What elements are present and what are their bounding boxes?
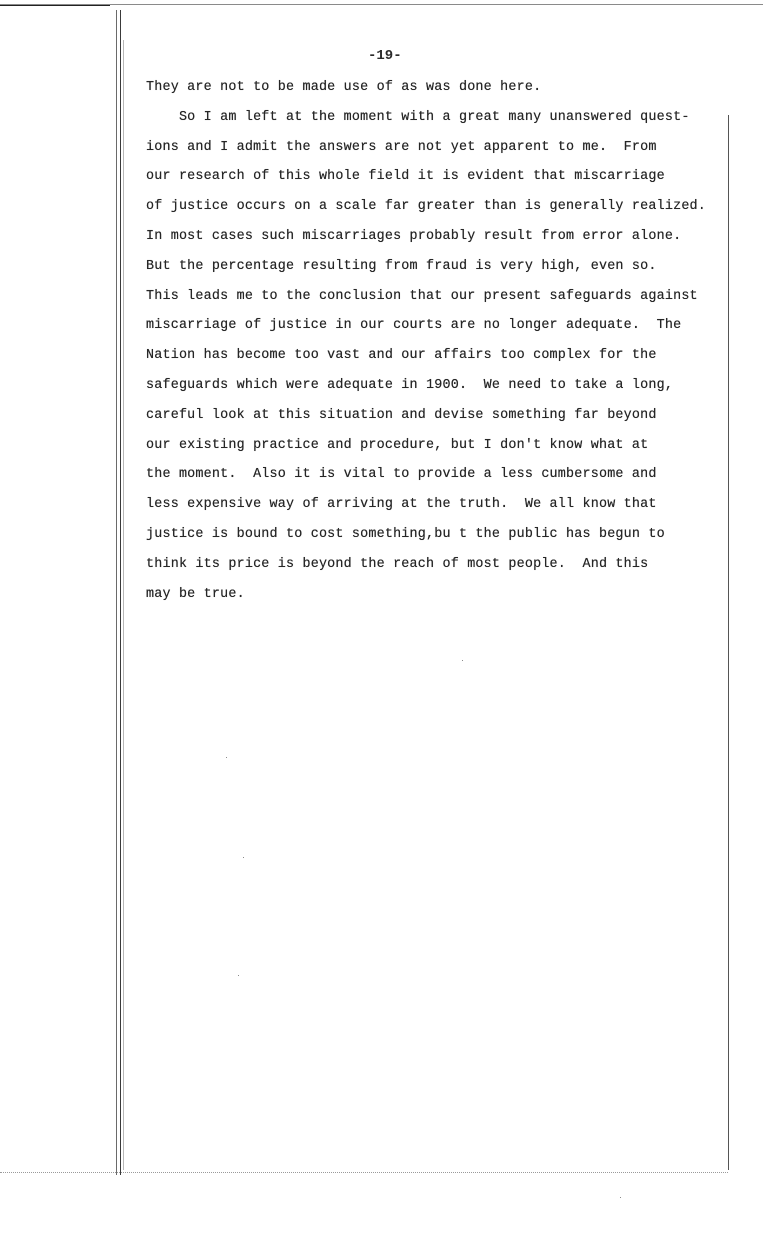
page-number: -19- [368, 48, 402, 64]
text-line: This leads me to the conclusion that our present safeguards against [146, 288, 698, 304]
text-line: They are not to be made use of as was done here. [146, 80, 542, 95]
text-line: may be true. [146, 586, 245, 602]
text-line: less expensive way of arriving at the truth. We all know that [146, 497, 657, 513]
text-line: our research of this whole field it is evident that miscarriage [146, 169, 665, 185]
text-line: think its price is beyond the reach of most people. And this [146, 556, 649, 572]
scan-speck [462, 660, 463, 661]
scan-speck [238, 975, 239, 976]
typescript-body [146, 77, 761, 613]
text-line: miscarriage of justice in our courts are no longer adequate. The [146, 318, 682, 334]
text-line: Nation has become too vast and our affairs too complex for the [146, 348, 657, 364]
text-line: of justice occurs on a scale far greater than is generally realized. [146, 199, 707, 215]
text-line: the moment. Also it is vital to provide a less cumbersome and [146, 467, 657, 483]
text-line: our existing practice and procedure, but I don't know what at [146, 437, 649, 453]
text-line: But the percentage resulting from fraud is very high, even so. [146, 258, 657, 274]
top-edge-rule-dark [0, 5, 110, 6]
scan-speck [226, 757, 227, 758]
text-line: So I am left at the moment with a great many unanswered quest- [146, 109, 690, 125]
text-line: ions and I admit the answers are not yet apparent to me. From [146, 139, 657, 155]
text-line: In most cases such miscarriages probably result from error alone. [146, 228, 682, 244]
left-margin-line [116, 10, 121, 1175]
top-edge-rule [0, 4, 763, 5]
scan-speck [243, 857, 244, 858]
text-line: careful look at this situation and devise something far beyond [146, 407, 657, 423]
text-line: safeguards which were adequate in 1900. We need to take a long, [146, 377, 674, 393]
left-margin-line-faint [123, 40, 124, 1170]
text-line: justice is bound to cost something,bu t the public has begun to [146, 526, 665, 542]
scan-speck [620, 1197, 621, 1198]
bottom-edge-rule [0, 1172, 728, 1173]
